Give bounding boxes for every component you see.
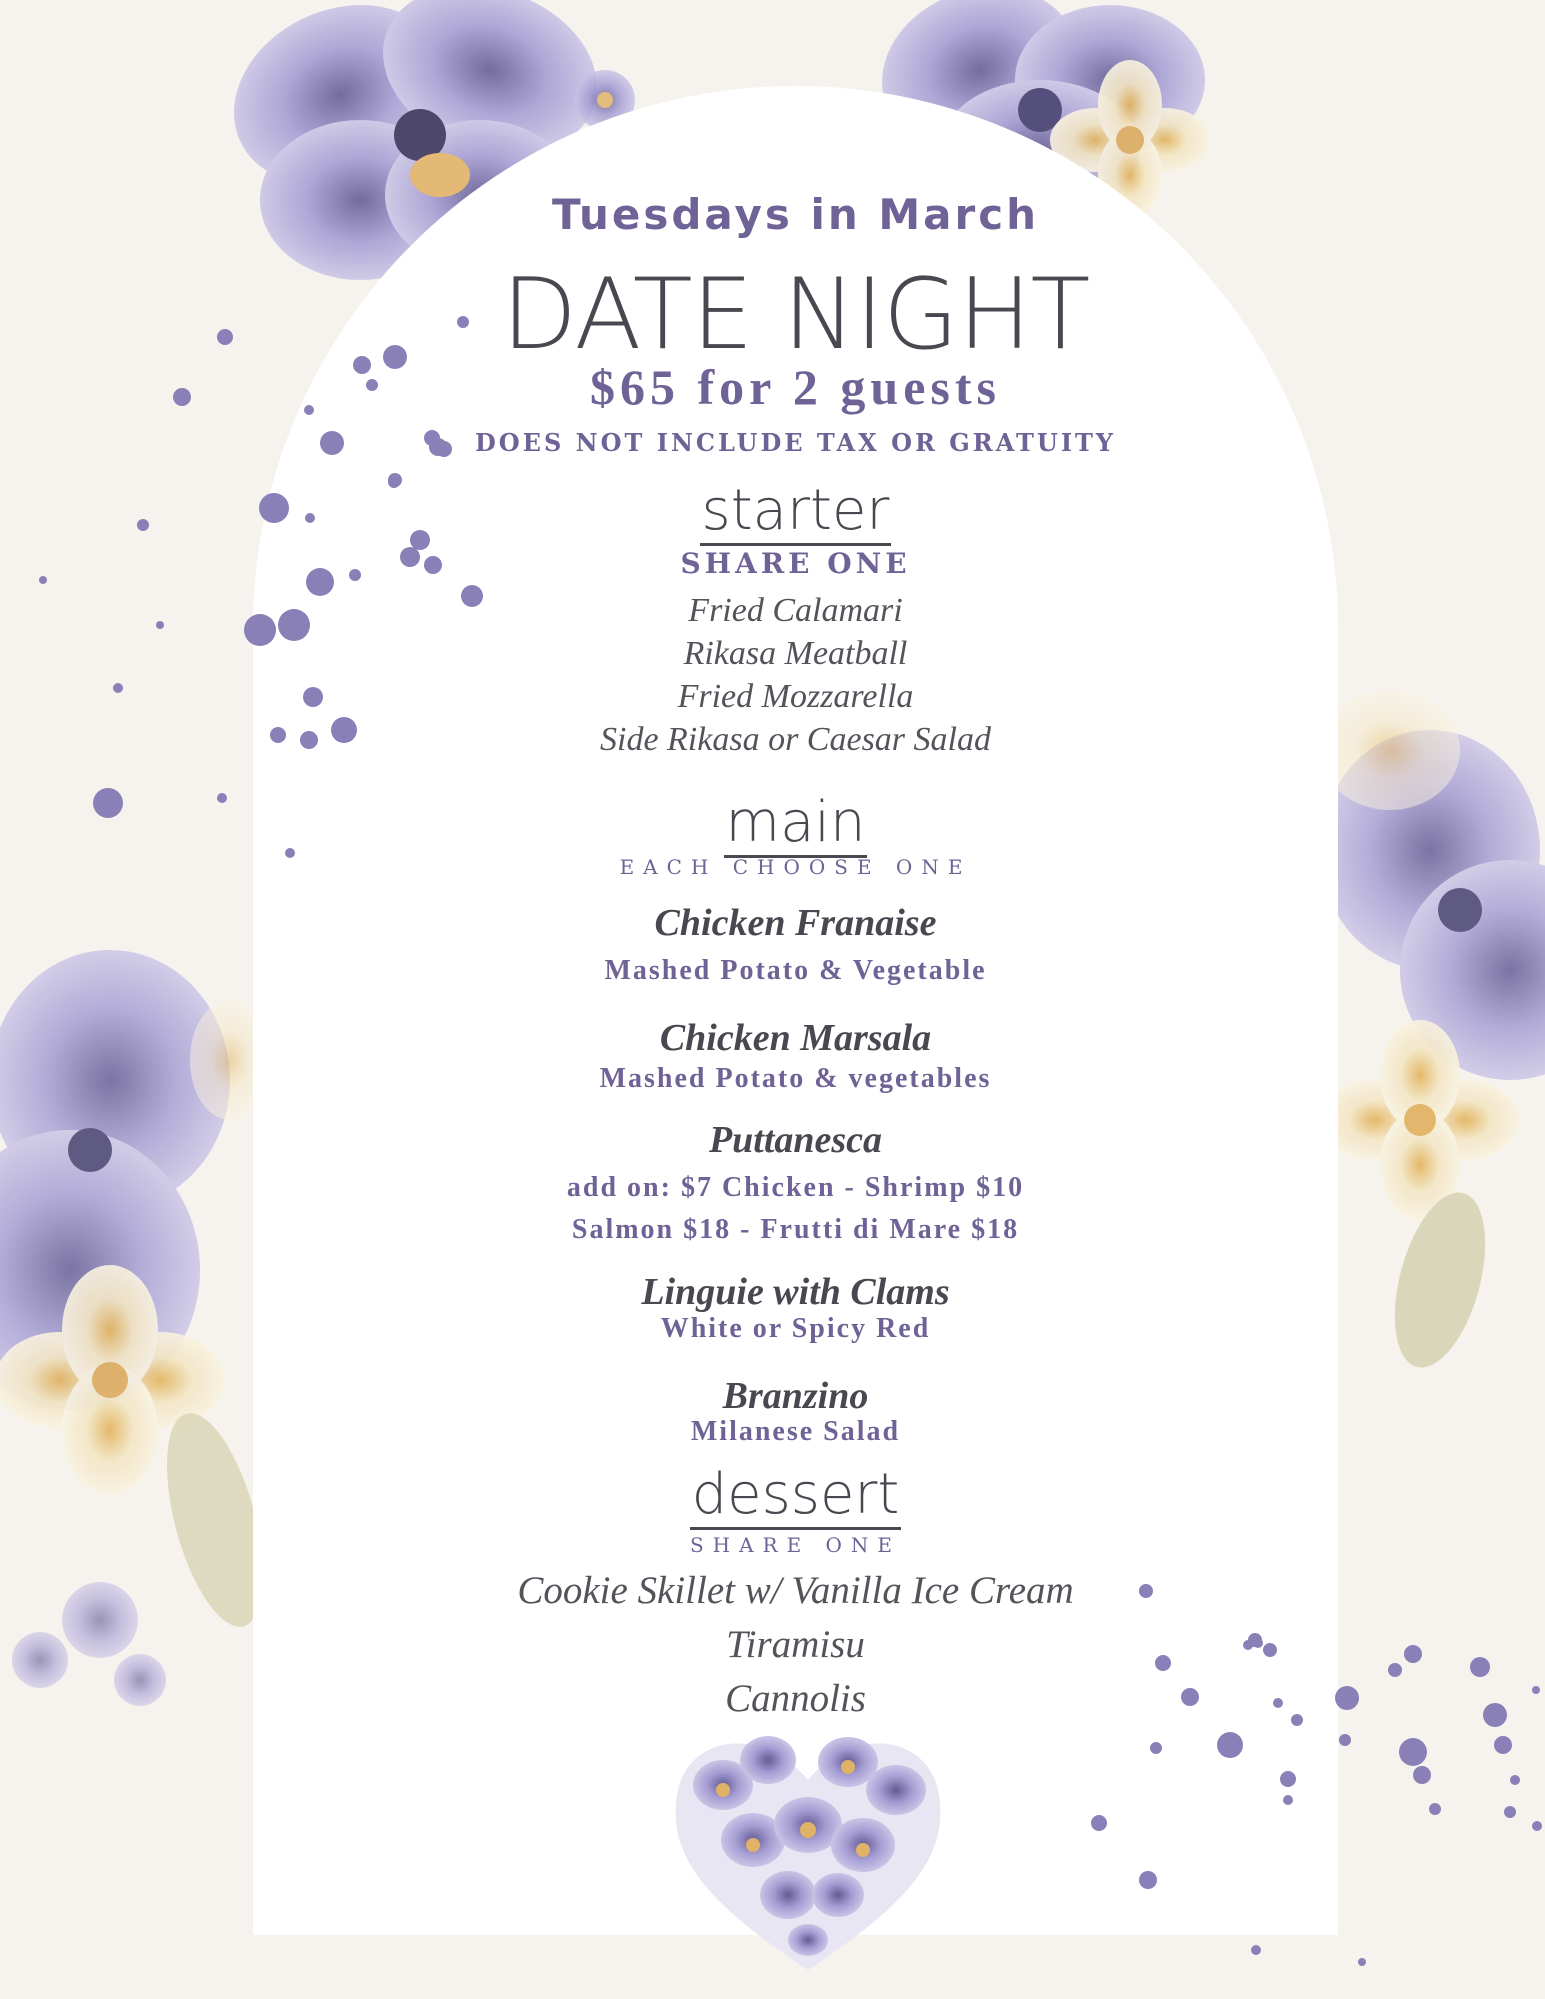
dish-name: Chicken Franaise: [654, 902, 937, 944]
starter-item: Rikasa Meatball: [683, 635, 908, 672]
dish-name: Chicken Marsala: [659, 1017, 932, 1059]
price-line: $65 for 2 guests: [589, 359, 1001, 415]
starter-item: Fried Mozzarella: [677, 678, 914, 715]
dessert-item: Cookie Skillet w/ Vanilla Ice Cream: [517, 1569, 1074, 1612]
dish-name: Puttanesca: [708, 1119, 883, 1161]
event-subtitle: Tuesdays in March: [551, 190, 1040, 239]
starter-instruction: SHARE ONE: [680, 547, 911, 580]
heart-bouquet-icon: [676, 1736, 941, 1970]
dish-detail: Milanese Salad: [690, 1416, 901, 1447]
section-heading-main: main: [253, 790, 1338, 855]
section-heading-dessert: dessert: [253, 1462, 1338, 1527]
dish-name: Linguie with Clams: [641, 1271, 950, 1313]
dish-detail: add on: $7 Chicken - Shrimp $10: [566, 1172, 1025, 1203]
dish-name: Branzino: [722, 1375, 869, 1417]
dish-detail: White or Spicy Red: [660, 1313, 931, 1344]
dish-detail: Mashed Potato & vegetables: [599, 1063, 992, 1094]
dessert-item: Cannolis: [725, 1677, 866, 1720]
starter-item: Side Rikasa or Caesar Salad: [600, 721, 991, 758]
main-instruction: EACH CHOOSE ONE: [619, 855, 972, 879]
dessert-item: Tiramisu: [726, 1623, 865, 1666]
dish-detail: Salmon $18 - Frutti di Mare $18: [571, 1214, 1020, 1245]
dish-detail: Mashed Potato & Vegetable: [604, 955, 987, 986]
tax-note: DOES NOT INCLUDE TAX OR GRATUITY: [474, 428, 1117, 457]
section-heading-starter: starter: [253, 478, 1338, 543]
page-title: DATE NIGHT: [501, 258, 1090, 372]
dessert-instruction: SHARE ONE: [689, 1533, 902, 1557]
starter-item: Fried Calamari: [688, 592, 903, 629]
